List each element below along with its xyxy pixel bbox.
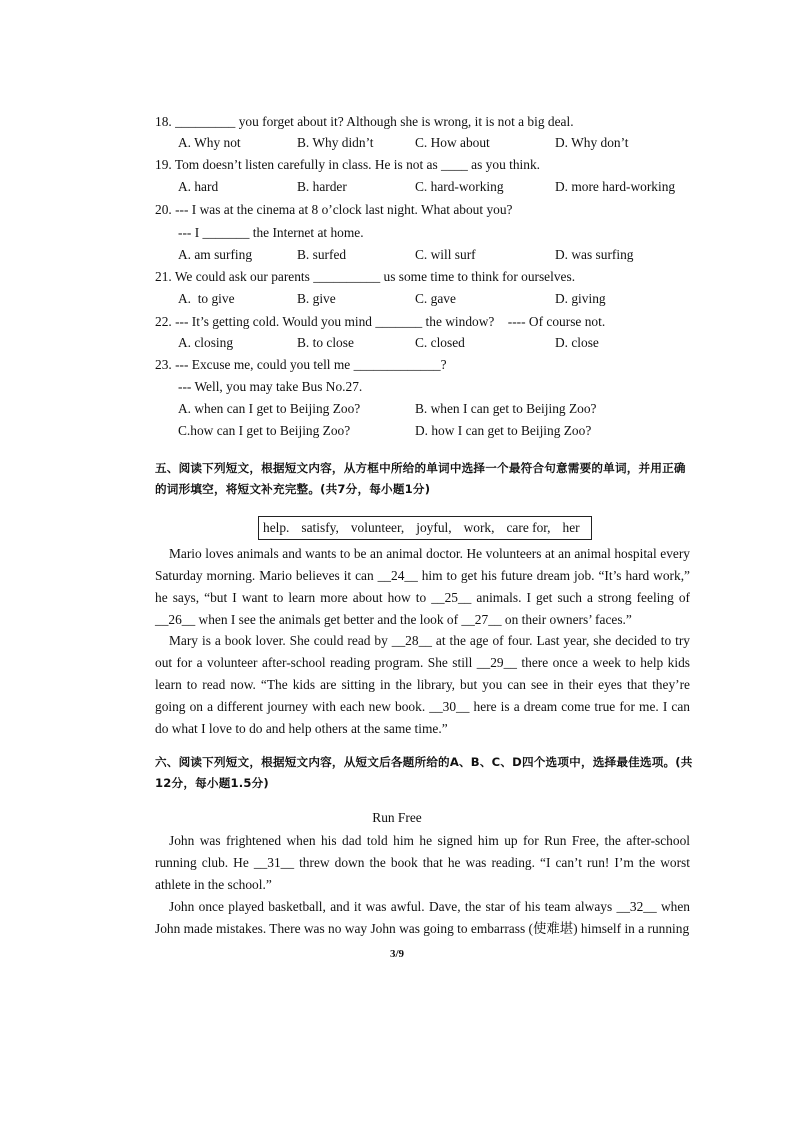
section-5-paragraph-2: Mary is a book lover. She could read by __28__ at the age of four. Last year, she decided to try out for a volunteer after-school reading program. She still __29__ there once a week to help kids learn to read now. “The kids are sitting in the library, but you can see in their eyes that they’re going on a different journey with each new book. __30__ here is a dream come true for me. I can do what I love to do and help others at the same time.” (155, 633, 690, 736)
section-6-paragraph-2: John once played basketball, and it was awful. Dave, the star of his team always __32__ when John made mistakes. There was no way John was going to embarrass (使难堪) himself in a running (155, 899, 690, 936)
question-20-stem: 20. --- I was at the cinema at 8 o’clock last night. What about you? (155, 202, 513, 217)
question-22-option-d: D. close (555, 335, 599, 350)
question-23-option-d: D. how I can get to Beijing Zoo? (415, 423, 592, 438)
question-19-option-c: C. hard-working (415, 179, 504, 194)
question-18-stem: 18. _________ you forget about it? Although she is wrong, it is not a big deal. (155, 114, 574, 129)
question-18-option-d: D. Why don’t (555, 135, 629, 150)
question-23-option-c: C.how can I get to Beijing Zoo? (178, 423, 351, 438)
question-20-option-a: A. am surfing (178, 247, 253, 262)
question-21-option-b: B. give (297, 291, 336, 306)
question-23-stem-reply: --- Well, you may take Bus No.27. (178, 379, 363, 394)
word-bank-word: volunteer, (350, 520, 405, 535)
question-18-option-a: A. Why not (178, 135, 241, 150)
question-22-stem: 22. --- It’s getting cold. Would you mind _______ the window? ---- Of course not. (155, 314, 606, 329)
question-20-option-d: D. was surfing (555, 247, 634, 262)
word-bank-word: care for, (506, 520, 551, 535)
question-19-option-b: B. harder (297, 179, 347, 194)
question-22-option-c: C. closed (415, 335, 465, 350)
section-6-paragraph-1: John was frightened when his dad told him he signed him up for Run Free, the after-school running club. He __31__ threw down the book that he was reading. “I can’t run! I’m the worst athlete in the school.” (155, 833, 690, 892)
question-21-stem: 21. We could ask our parents __________ us some time to think for ourselves. (155, 269, 576, 284)
word-bank-box (258, 516, 592, 540)
section-5-paragraph-1: Mario loves animals and wants to be an animal doctor. He volunteers at an animal hospital every Saturday morning. Mario believes it can __24__ him to get his future dream job. “It’s hard work,” he says, “but I want to learn more about how to __25__ animals. I get such a strong feeling of __26__ when I see the animals get better and the look of __27__ on their owners’ faces.” (155, 546, 690, 627)
question-19-option-a: A. hard (178, 179, 219, 194)
question-21-option-a: A. to give (178, 291, 235, 306)
question-18-option-c: C. How about (415, 135, 490, 150)
question-22-option-b: B. to close (297, 335, 354, 350)
word-bank-word: her (562, 520, 580, 535)
question-21-option-c: C. gave (415, 291, 456, 306)
section-6-heading: 六、阅读下列短文，根据短文内容，从短文后各题所给的A、B、C、D四个选项中，选择最佳选项。(共12分，每小题1.5分) (155, 755, 693, 790)
question-23-stem: 23. --- Excuse me, could you tell me _____________? (155, 357, 447, 372)
page-number: 3/9 (389, 948, 405, 960)
passage-title: Run Free (372, 810, 422, 825)
question-22-option-a: A. closing (178, 335, 234, 350)
word-bank-word: satisfy, (301, 520, 339, 535)
word-bank-word: work, (463, 520, 495, 535)
question-18-option-b: B. Why didn’t (297, 135, 374, 150)
question-20-stem-reply: --- I _______ the Internet at home. (178, 225, 364, 240)
question-19-stem: 19. Tom doesn’t listen carefully in class. He is not as ____ as you think. (155, 157, 540, 172)
section-5-heading: 五、阅读下列短文，根据短文内容，从方框中所给的单词中选择一个最符合句意需要的单词，并用正确的词形填空，将短文补充完整。(共7分，每小题1分) (155, 461, 686, 496)
question-20-option-c: C. will surf (415, 247, 476, 262)
question-23-option-b: B. when I can get to Beijing Zoo? (415, 401, 597, 416)
question-23-option-a: A. when can I get to Beijing Zoo? (178, 401, 361, 416)
word-bank-word: joyful, (416, 520, 452, 535)
question-19-option-d: D. more hard-working (555, 179, 676, 194)
word-bank-word: help. (263, 520, 290, 535)
question-20-option-b: B. surfed (297, 247, 347, 262)
question-21-option-d: D. giving (555, 291, 606, 306)
